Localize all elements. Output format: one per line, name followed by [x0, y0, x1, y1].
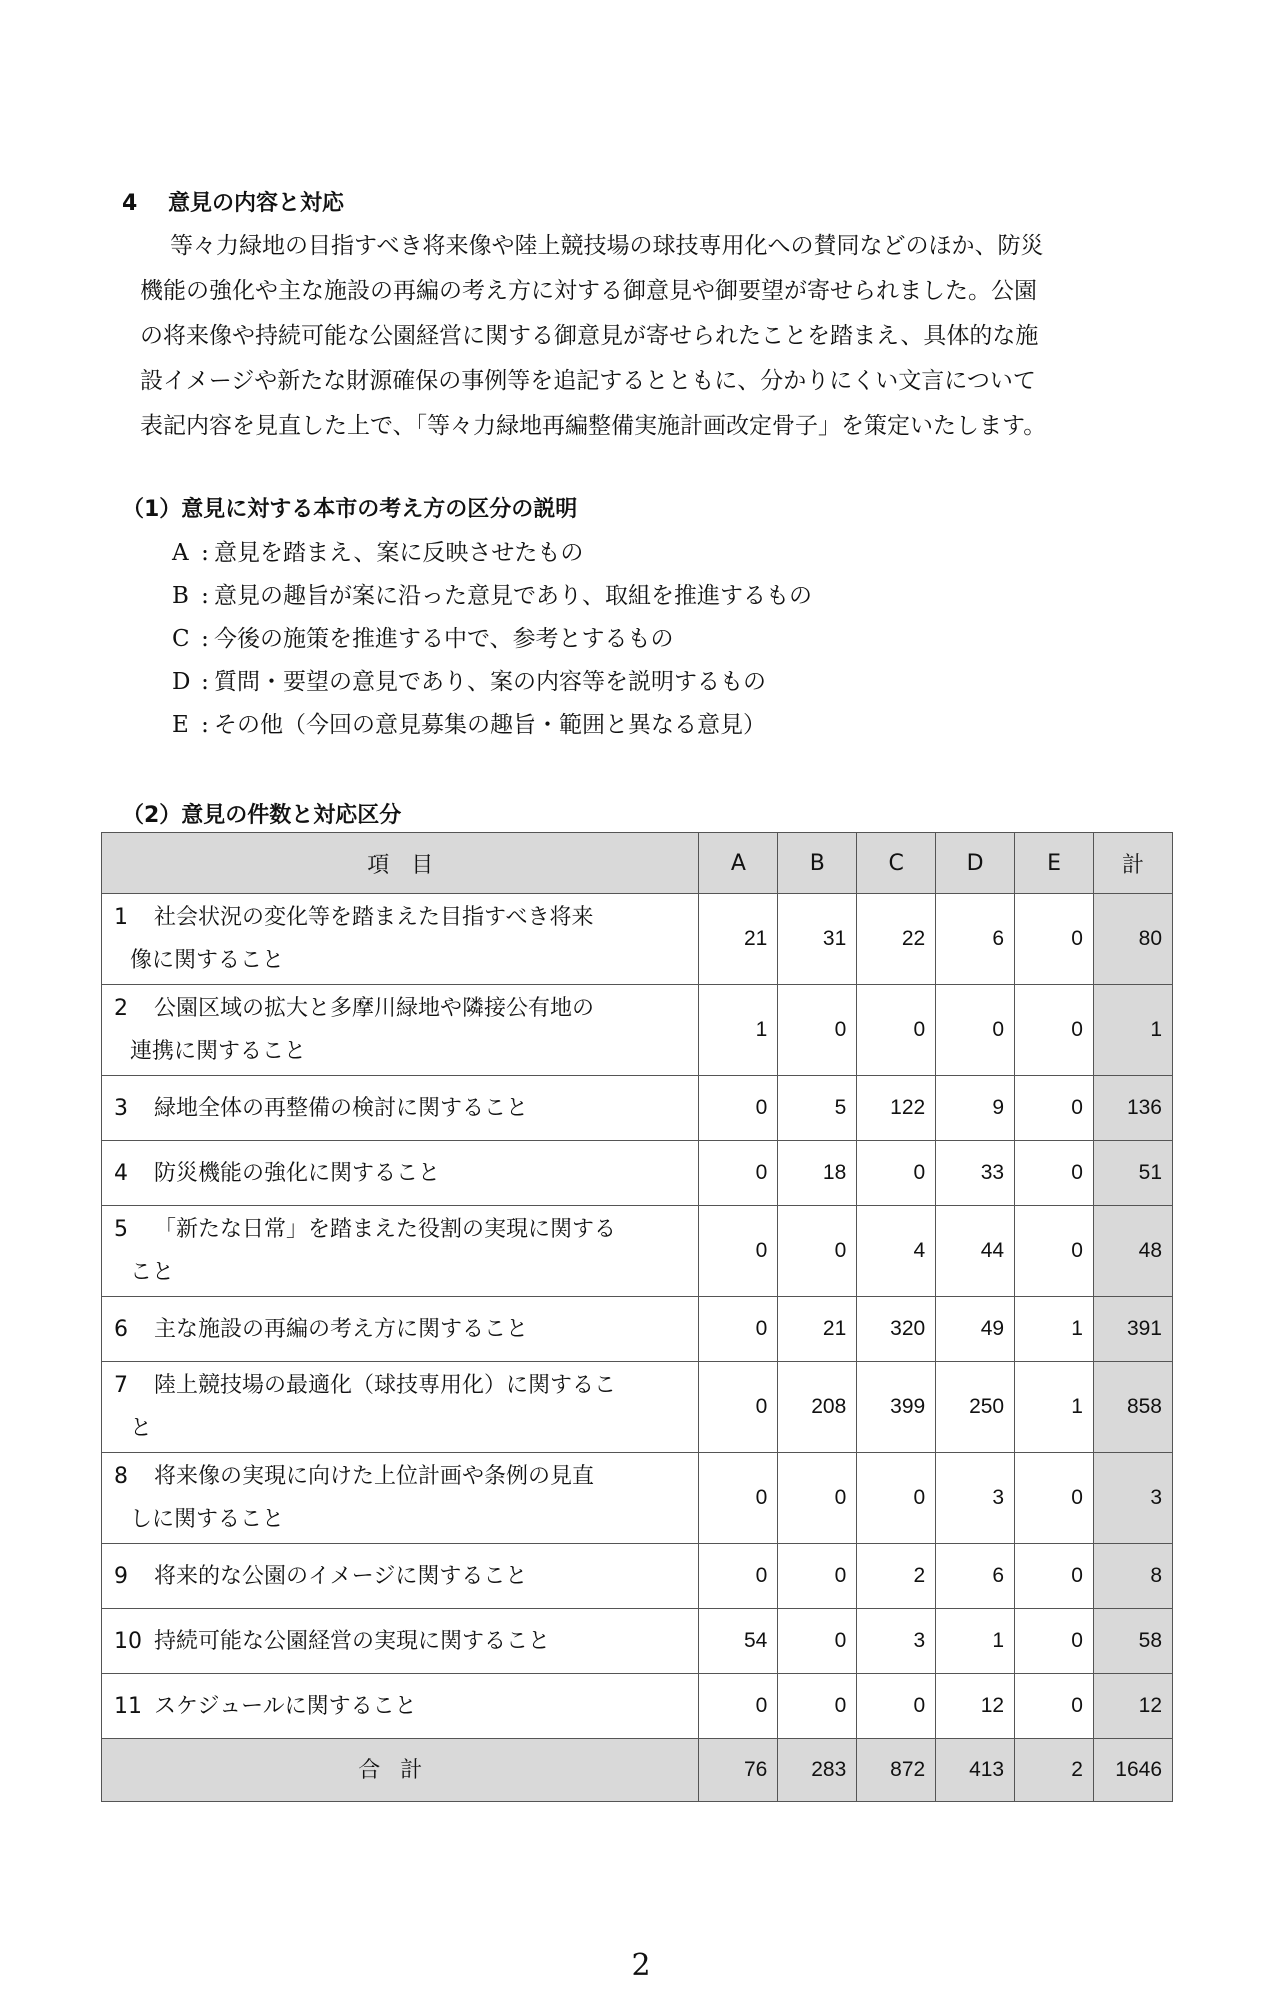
count-e: 0: [1015, 1206, 1094, 1297]
row-item-text: 「新たな日常」を踏まえた役割の実現に関する: [154, 1217, 617, 1242]
paragraph-line: の将来像や持続可能な公園経営に関する御意見が寄せられたことを踏まえ、具体的な施: [140, 323, 1039, 349]
row-item-text-cont: 連携に関すること: [130, 1039, 307, 1064]
category-letter: A: [172, 540, 189, 566]
table-row: [102, 1609, 1173, 1674]
category-item: E : その他（今回の意見募集の趣旨・範囲と異なる意見）: [172, 704, 812, 747]
category-text: 意見の趣旨が案に沿った意見であり、取組を推進するもの: [214, 583, 812, 609]
count-total: 80: [1093, 894, 1172, 985]
count-c: 399: [857, 1362, 936, 1453]
count-a: 1: [699, 985, 778, 1076]
count-e: 0: [1015, 1076, 1094, 1141]
sum-c: 872: [857, 1739, 936, 1802]
count-total: 8: [1093, 1544, 1172, 1609]
count-b: 0: [778, 1206, 857, 1297]
sum-total: 1646: [1093, 1739, 1172, 1802]
sum-b: 283: [778, 1739, 857, 1802]
count-d: 33: [936, 1141, 1015, 1206]
intro-paragraph: [140, 224, 1140, 449]
category-letter: E: [172, 712, 189, 738]
row-item-text-cont: と: [130, 1416, 153, 1441]
count-b: 21: [778, 1297, 857, 1362]
count-c: 0: [857, 985, 936, 1076]
row-item: [102, 894, 699, 985]
row-item-text: 緑地全体の再整備の検討に関すること: [154, 1095, 529, 1121]
row-item: [102, 1297, 699, 1362]
count-b: 0: [778, 1609, 857, 1674]
row-number: 3: [114, 1095, 128, 1121]
row-item-text-cont: 像に関すること: [130, 948, 285, 973]
count-d: 6: [936, 1544, 1015, 1609]
count-d: 1: [936, 1609, 1015, 1674]
count-total: 58: [1093, 1609, 1172, 1674]
count-total: 136: [1093, 1076, 1172, 1141]
count-a: 0: [699, 1674, 778, 1739]
table-row: [102, 1453, 1173, 1544]
count-d: 44: [936, 1206, 1015, 1297]
category-item: A : 意見を踏まえ、案に反映させたもの: [172, 532, 812, 575]
category-text: 今後の施策を推進する中で、参考とするもの: [214, 626, 674, 652]
count-a: 21: [699, 894, 778, 985]
header-d: D: [936, 833, 1015, 894]
row-item: [102, 1674, 699, 1739]
table-header-row: [102, 833, 1173, 894]
category-letter: D: [172, 669, 191, 695]
count-c: 4: [857, 1206, 936, 1297]
sum-e: 2: [1015, 1739, 1094, 1802]
table-row: [102, 1297, 1173, 1362]
category-text: 意見を踏まえ、案に反映させたもの: [214, 540, 584, 566]
count-b: 208: [778, 1362, 857, 1453]
count-e: 0: [1015, 1544, 1094, 1609]
row-number: 6: [114, 1316, 128, 1342]
category-list: [172, 532, 812, 747]
table-row: [102, 1206, 1173, 1297]
paragraph-line: 等々力緑地の目指すべき将来像や陸上競技場の球技専用化への賛同などのほか、防災: [170, 233, 1044, 259]
count-e: 0: [1015, 1674, 1094, 1739]
count-total: 48: [1093, 1206, 1172, 1297]
count-d: 0: [936, 985, 1015, 1076]
row-number: 8: [114, 1464, 128, 1489]
row-number: 11: [114, 1693, 142, 1719]
count-d: 12: [936, 1674, 1015, 1739]
row-item-text-cont: こと: [130, 1260, 175, 1285]
row-item: [102, 1544, 699, 1609]
section-heading: [122, 186, 344, 217]
category-text: 質問・要望の意見であり、案の内容等を説明するもの: [214, 669, 766, 695]
subsection-2-title: （2）意見の件数と対応区分: [122, 803, 402, 828]
count-c: 320: [857, 1297, 936, 1362]
row-number: 2: [114, 996, 128, 1021]
row-item-text: 将来像の実現に向けた上位計画や条例の見直: [154, 1464, 595, 1489]
table-row: [102, 1674, 1173, 1739]
count-e: 1: [1015, 1362, 1094, 1453]
paragraph-line: 機能の強化や主な施設の再編の考え方に対する御意見や御要望が寄せられました。公園: [140, 278, 1037, 304]
row-item-text: 公園区域の拡大と多摩川緑地や隣接公有地の: [154, 996, 595, 1021]
header-c: C: [857, 833, 936, 894]
count-d: 9: [936, 1076, 1015, 1141]
count-total: 12: [1093, 1674, 1172, 1739]
row-number: 4: [114, 1160, 128, 1186]
count-d: 6: [936, 894, 1015, 985]
table-row: [102, 1141, 1173, 1206]
sum-d: 413: [936, 1739, 1015, 1802]
table-row: [102, 1076, 1173, 1141]
count-b: 0: [778, 1674, 857, 1739]
category-item: C : 今後の施策を推進する中で、参考とするもの: [172, 618, 812, 661]
row-item-text: 主な施設の再編の考え方に関すること: [154, 1316, 529, 1342]
row-number: 10: [114, 1628, 142, 1654]
count-e: 0: [1015, 894, 1094, 985]
header-item: 項 目: [102, 833, 699, 894]
count-c: 2: [857, 1544, 936, 1609]
row-item: [102, 1076, 699, 1141]
count-d: 49: [936, 1297, 1015, 1362]
header-e: E: [1015, 833, 1094, 894]
sum-label: 合計: [102, 1739, 699, 1802]
count-e: 1: [1015, 1297, 1094, 1362]
count-a: 0: [699, 1297, 778, 1362]
paragraph-line: 設イメージや新たな財源確保の事例等を追記するとともに、分かりにくい文言について: [140, 368, 1036, 394]
opinion-count-table: [101, 832, 1173, 1802]
count-b: 31: [778, 894, 857, 985]
count-e: 0: [1015, 1141, 1094, 1206]
row-item-text: 社会状況の変化等を踏まえた目指すべき将来: [154, 905, 594, 930]
header-b: B: [778, 833, 857, 894]
count-b: 5: [778, 1076, 857, 1141]
header-total: 計: [1093, 833, 1172, 894]
count-c: 3: [857, 1609, 936, 1674]
row-item: [102, 1609, 699, 1674]
table-body: [102, 894, 1173, 1802]
sum-a: 76: [699, 1739, 778, 1802]
row-item-text-cont: しに関すること: [130, 1507, 285, 1532]
count-e: 0: [1015, 985, 1094, 1076]
category-item: D : 質問・要望の意見であり、案の内容等を説明するもの: [172, 661, 812, 704]
table-row: [102, 1544, 1173, 1609]
count-total: 51: [1093, 1141, 1172, 1206]
row-item: [102, 1141, 699, 1206]
count-a: 0: [699, 1362, 778, 1453]
count-c: 0: [857, 1141, 936, 1206]
count-d: 3: [936, 1453, 1015, 1544]
subsection-1-title: （1）意見に対する本市の考え方の区分の説明: [122, 497, 578, 522]
category-letter: C: [172, 626, 190, 652]
row-item: [102, 1206, 699, 1297]
count-a: 0: [699, 1076, 778, 1141]
row-item-text: 陸上競技場の最適化（球技専用化）に関するこ: [154, 1373, 617, 1398]
row-number: 9: [114, 1563, 128, 1589]
count-b: 0: [778, 985, 857, 1076]
row-item: [102, 985, 699, 1076]
sum-row: [102, 1739, 1173, 1802]
count-a: 0: [699, 1453, 778, 1544]
row-number: 1: [114, 905, 128, 930]
table-row: [102, 985, 1173, 1076]
category-text: その他（今回の意見募集の趣旨・範囲と異なる意見）: [214, 712, 766, 738]
count-d: 250: [936, 1362, 1015, 1453]
row-item-text: スケジュールに関すること: [154, 1693, 417, 1719]
count-e: 0: [1015, 1609, 1094, 1674]
row-number: 7: [114, 1373, 128, 1398]
row-number: 5: [114, 1217, 128, 1242]
row-item-text: 将来的な公園のイメージに関すること: [154, 1563, 528, 1589]
table-row: [102, 894, 1173, 985]
count-c: 122: [857, 1076, 936, 1141]
page-number: 2: [631, 1948, 651, 1983]
count-e: 0: [1015, 1453, 1094, 1544]
count-total: 391: [1093, 1297, 1172, 1362]
row-item: [102, 1453, 699, 1544]
row-item-text: 防災機能の強化に関すること: [154, 1160, 441, 1186]
count-total: 3: [1093, 1453, 1172, 1544]
count-c: 0: [857, 1453, 936, 1544]
category-letter: B: [172, 583, 189, 609]
count-c: 0: [857, 1674, 936, 1739]
count-a: 0: [699, 1206, 778, 1297]
count-b: 0: [778, 1453, 857, 1544]
row-item-text: 持続可能な公園経営の実現に関すること: [154, 1628, 551, 1654]
section-title: 意見の内容と対応: [168, 191, 345, 216]
count-total: 858: [1093, 1362, 1172, 1453]
count-total: 1: [1093, 985, 1172, 1076]
header-a: A: [699, 833, 778, 894]
count-a: 0: [699, 1544, 778, 1609]
paragraph-line: 表記内容を見直した上で、「等々力緑地再編整備実施計画改定骨子」を策定いたします。: [140, 413, 1047, 439]
count-a: 54: [699, 1609, 778, 1674]
table-row: [102, 1362, 1173, 1453]
row-item: [102, 1362, 699, 1453]
count-c: 22: [857, 894, 936, 985]
category-item: B : 意見の趣旨が案に沿った意見であり、取組を推進するもの: [172, 575, 812, 618]
count-b: 0: [778, 1544, 857, 1609]
section-number: 4: [122, 191, 138, 216]
count-a: 0: [699, 1141, 778, 1206]
count-b: 18: [778, 1141, 857, 1206]
